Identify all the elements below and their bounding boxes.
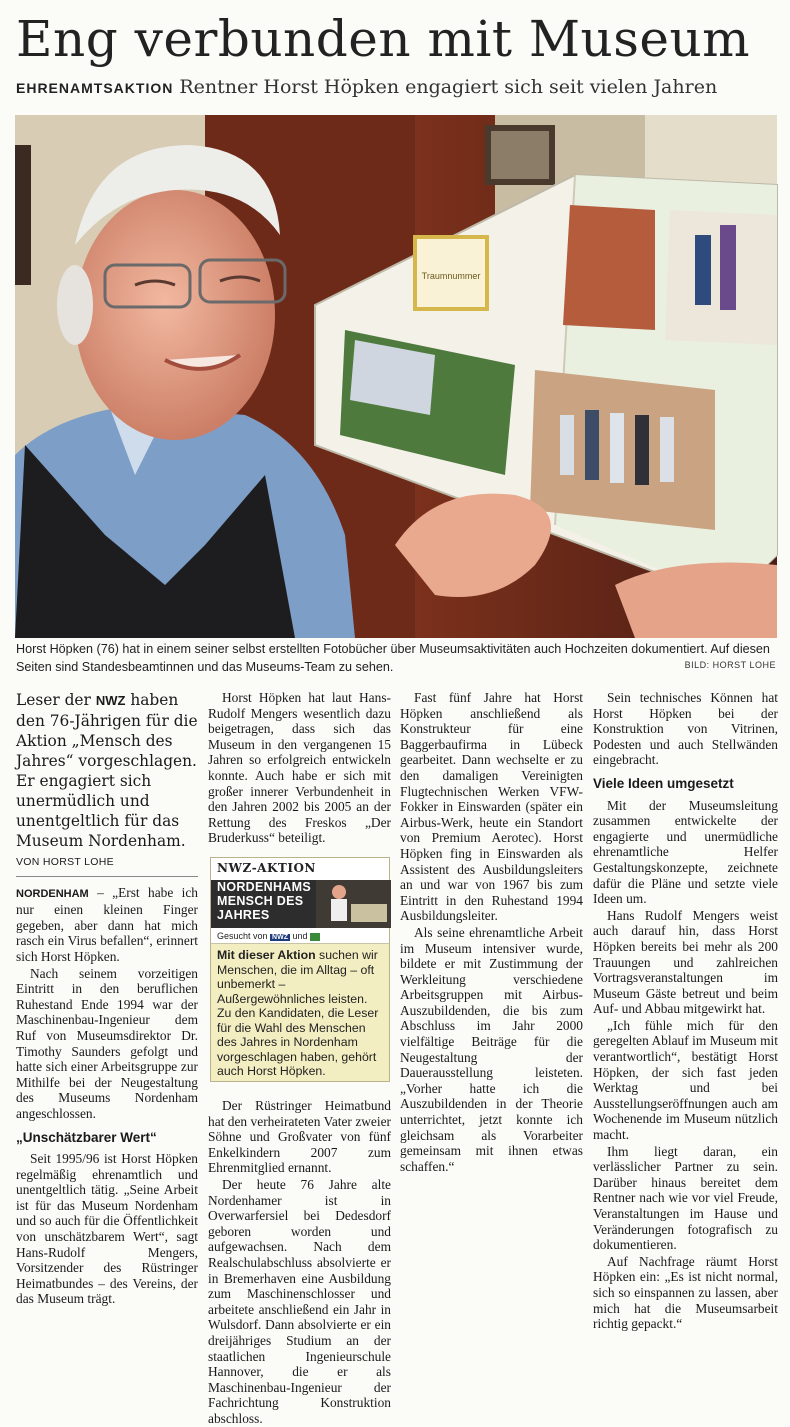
paragraph: Ihm liegt daran, ein verlässlicher Partner zu sein. Darüber hinaus bereitet dem Rentner nach wie vor viel Freude, Veranstaltungen im Hause und Veränderungen fotografisch zu dokumentieren. bbox=[593, 1143, 778, 1253]
lead-pre: Leser der bbox=[16, 691, 91, 709]
headline: Eng verbunden mit Museum bbox=[16, 10, 751, 68]
paragraph: Seit 1995/96 ist Horst Höpken regelmäßig ehrenamtlich und unentgeltlich tätig. „Seine Arbeit ist für das Museum Nordenham und so auch für die Öffentlichkeit von unschätzbarem Wert“, sagt Hans-Rudolf Mengers, Vorsitzender des Rüstringer Heimatbundes – des Vereins, der das Museum trägt. bbox=[16, 1151, 198, 1307]
box-search-line bbox=[217, 931, 320, 941]
kicker: EHRENAMTSAKTION bbox=[16, 80, 174, 96]
column-1 bbox=[16, 690, 198, 1308]
paragraph: „Ich fühle mich für den geregelten Ablauf im Museum mit verantwortlich“, bestätigt Horst Höpken, der sich fast jeden Werktag und bei Ausstellungseröffnungen auch am Wochenende im Museum nützlich macht. bbox=[593, 1017, 778, 1143]
photo-credit: BILD: HORST LOHE bbox=[684, 660, 776, 670]
photo-illustration bbox=[15, 115, 777, 638]
paragraph: Fast fünf Jahre hat Horst Höpken anschließend als Konstrukteur für eine Baggerbaufirma in Lübeck gearbeitet. Dann wechselte er zu den damaligen Vereinigten Flugtechnischen Werken VFW-Fokker in Einswarden (später ein Airbus-Werk, heute ein Standort von Premium Aerotec). Horst Höpken fing in Einswarden als Assistent des Ausbildungsleiters an und war von 1967 bis zum Eintritt in den Ruhestand 1994 Ausbildungsleiter. bbox=[400, 690, 583, 924]
paragraph: Sein technisches Können hat Horst Höpken bei der Konstruktion von Vitrinen, Podesten und auch Stellwänden eingebracht. bbox=[593, 690, 778, 768]
photo-caption: Horst Höpken (76) hat in einem seiner selbst erstellten Fotobücher über Museumsaktivitäten auch Hochzeiten dokumentiert. Auf diesen Seiten sind Standesbeamtinnen und das Museums-Team zu sehen. bbox=[16, 642, 770, 674]
author-line: VON HORST LOHE bbox=[16, 855, 198, 877]
nwz-logo-text: NWZ bbox=[95, 693, 126, 708]
paragraph: Der Rüstringer Heimatbund hat den verheirateten Vater zweier Söhne und Großvater von fünf Enkelkindern 2007 zum Ehrenmitglied ernannt. bbox=[208, 1098, 391, 1176]
column-2-lower bbox=[208, 1098, 391, 1427]
box-text bbox=[211, 944, 389, 1083]
box-name: NORDENHAMS MENSCH DES JAHRES bbox=[217, 880, 311, 922]
paragraph-text: – „Erst habe ich nur einen kleinen Finger gegeben, aber dann hat mich rasch ein Virus befallen“, erinnert sich Horst Höpken. bbox=[16, 884, 198, 964]
nwz-aktion-box bbox=[210, 857, 390, 1082]
box-lead: Mit dieser Aktion bbox=[217, 948, 316, 962]
column-3 bbox=[400, 690, 583, 1175]
box-body: suchen wir Menschen, die im Alltag – oft unbemerkt – Außergewöhnliches leisten. Zu den Kandidaten, die Leser für die Wahl des Menschen des Jahres in Nordenham vorgeschlagen haben, gehört auch Horst Höpken. bbox=[217, 948, 379, 1078]
column-4 bbox=[593, 690, 778, 1333]
paragraph: Horst Höpken hat laut Hans-Rudolf Mengers wesentlich dazu beigetragen, dass sich das Museum in den vergangenen 15 Jahren so erfolgreich entwickeln konnte. Auch habe er sich mit großer innerer Verbundenheit in den Jahren 2002 bis 2005 an der Rettung des Freskos „Der Bruderkuss“ beteiligt. bbox=[208, 690, 391, 846]
subline bbox=[16, 76, 776, 98]
subheading: Viele Ideen umgesetzt bbox=[593, 775, 734, 791]
paragraph: Als seine ehrenamtliche Arbeit im Museum intensiver wurde, bildete er mit Zustimmung der Werkleitung verschiedene Arbeitsgruppen mit Airbus-Auszubildenden, die bis zum Abschluss im Jahr 2000 vielfältige Beiträge für die Neugestaltung der Dauerausstellung leisteten. „Vorher hatte ich die Auszubildenden in der Theorie unterrichtet, jetzt konnte ich gleichsam als Vorarbeiter gemeinsam mit ihnen etwas schaffen.“ bbox=[400, 924, 583, 1174]
paragraph: Hans Rudolf Mengers weist auch darauf hin, dass Horst Höpken bereits bei mehr als 200 Trauungen und zahlreichen Vortragsveranstaltungen im Museum Gäste betreut und beim Auf- und Abbau mitgewirkt hat. bbox=[593, 907, 778, 1017]
nwz-badge: NWZ bbox=[272, 934, 288, 941]
box-title: NWZ-AKTION bbox=[217, 861, 316, 875]
box-search-and: und bbox=[292, 931, 308, 941]
paragraph: Nach seinem vorzeitigen Eintritt in den beruflichen Ruhestand Ende 1994 war der Maschinenbau-Ingenieur dem Ruf von Museumsdirektor Dr. Timothy Saunders gefolgt und hatte sich einer Arbeitsgruppe zur Mithilfe bei der Neugestaltung des Museums Nordenham angeschlossen. bbox=[16, 965, 198, 1121]
box-header bbox=[211, 858, 389, 944]
subheading: „Unschätzbarer Wert“ bbox=[16, 1129, 157, 1145]
column-2 bbox=[208, 690, 391, 847]
book-label: Traumnummer bbox=[421, 271, 481, 281]
paragraph: Der heute 76 Jahre alte Nordenhamer ist in Overwarfersiel bei Dedesdorf geboren worden und aufgewachsen. Nach dem Realschulabschluss absolvierte er in Bremerhaven eine Ausbildung zum Maschinenschlosser und arbeitete anschließend ein Jahr in Wulsdorf. Dann absolvierte er ein dreijähriges Studium an der staatlichen Ingenieurschule Hannover, die er als Maschinenbau-Ingenieur der Fachrichtung Konstruktion abschloss. bbox=[208, 1176, 391, 1426]
paragraph: Auf Nachfrage räumt Horst Höpken ein: „Es ist nicht normal, sich so einspannen zu lassen, aber mich hat die Museumsarbeit richtig gepackt.“ bbox=[593, 1253, 778, 1332]
lead-paragraph bbox=[16, 690, 198, 851]
box-search-label: Gesucht von bbox=[217, 931, 268, 941]
subtitle: Rentner Horst Höpken engagiert sich seit vielen Jahren bbox=[179, 76, 718, 98]
paragraph: Mit der Museumsleitung zusammen entwickelte der engagierte und unermüdliche ehrenamtliche Helfer Gestaltungskonzepte, zeichnete dafür die Pläne und setzte viele Ideen um. bbox=[593, 797, 778, 907]
lead-post: haben den 76-Jährigen für die Aktion „Mensch des Jahres“ vorgeschlagen. Er engagiert sich unermüdlich und unentgeltlich für das Museum Nordenham. bbox=[16, 691, 198, 850]
partner-logo-icon bbox=[310, 933, 320, 941]
article-photo bbox=[15, 115, 777, 638]
dateline: NORDENHAM bbox=[16, 887, 89, 900]
paragraph bbox=[16, 885, 198, 965]
